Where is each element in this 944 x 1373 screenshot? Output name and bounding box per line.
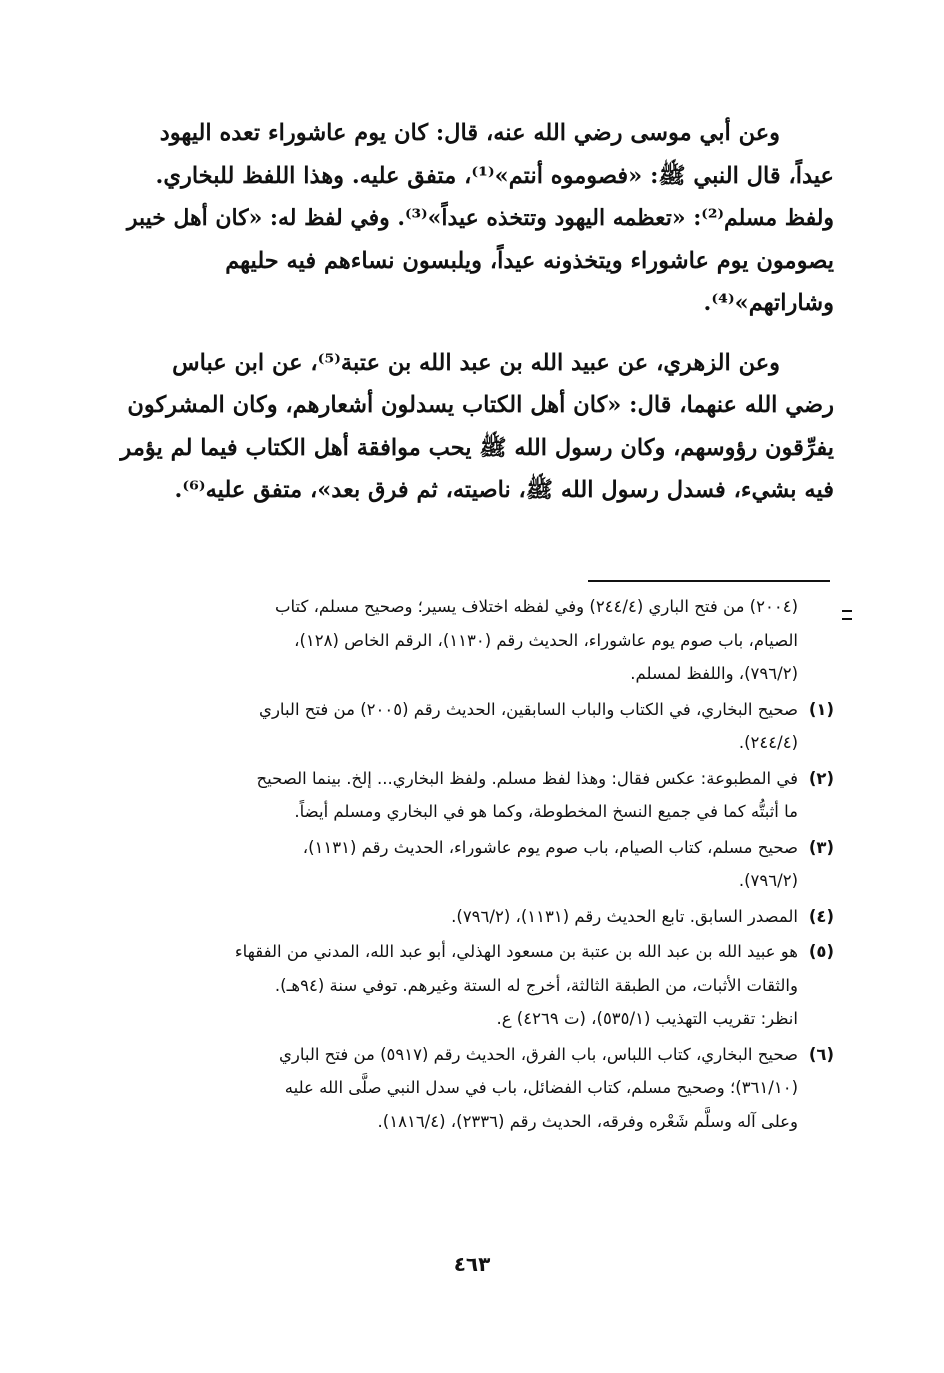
- text-line: عيداً، قال النبي ﷺ: «فصوموه أنتم»⁽¹⁾، متفق عليه. وهذا اللفظ للبخاري.: [155, 162, 834, 189]
- footnote-text: [112, 900, 798, 934]
- footnote-number: (٢): [808, 768, 834, 788]
- footnote-line: (٢٠٠٤) من فتح الباري (٢٤٤/٤) وفي لفظه اختلاف يسير؛ وصحيح مسلم، كتاب: [274, 597, 798, 616]
- footnote-line: في المطبوعة: عكس فقال: وهذا لفظ مسلم. ولفظ البخاري... إلخ. بينما الصحيح: [256, 768, 798, 788]
- footnote-line: صحيح البخاري، في الكتاب والباب السابقين، الحديث رقم (٢٠٠٥) من فتح الباري: [259, 699, 798, 719]
- footnote-line: (٣٦١/١٠)؛ وصحيح مسلم، كتاب الفضائل، باب في سدل النبي صلَّى الله عليه: [284, 1078, 798, 1097]
- text-line: وشاراتهم»⁽⁴⁾.: [703, 290, 834, 316]
- footnote-number: (٣): [808, 837, 834, 857]
- footnote-line: (٧٩٦/٢).: [738, 871, 798, 890]
- text-line: ولفظ مسلم⁽²⁾: «تعظمه اليهود وتتخذه عيداً»⁽³⁾. وفي لفظ له: «كان أهل خيبر: [126, 205, 834, 231]
- footnote-line: صحيح مسلم، كتاب الصيام، باب صوم يوم عاشوراء، الحديث رقم (١١٣١)،: [302, 837, 798, 857]
- footnote-text: [112, 935, 798, 1036]
- footnote-1: [112, 693, 834, 760]
- footnote-line: وعلى آله وسلَّم شَعْره وفرقه، الحديث رقم (٢٣٣٦)، (١٨١٦/٤).: [377, 1111, 798, 1131]
- footnote-text: [112, 590, 798, 691]
- footnote-line: الصيام، باب صوم يوم عاشوراء، الحديث رقم (١١٣٠)، الرقم الخاص (١٢٨)،: [294, 630, 798, 650]
- text-line: وعن الزهري، عن عبيد الله بن عبد الله بن عتبة⁽⁵⁾، عن ابن عباس: [172, 349, 780, 376]
- footnote-text: [112, 831, 798, 898]
- footnote-line: ما أثبتُّه كما في جميع النسخ المخطوطة، وكما هو في البخاري ومسلم أيضاً.: [294, 802, 798, 821]
- paragraph-abu-musa: [112, 112, 834, 325]
- paragraph-zuhri: [112, 342, 834, 512]
- footnotes: [112, 590, 834, 1140]
- footnote-line: والثقات الأثبات، من الطبقة الثالثة، أخرج له الستة وغيرهم. توفي سنة (٩٤هـ).: [274, 975, 798, 995]
- footnote-line: (٢٤٤/٤).: [738, 733, 798, 752]
- footnote-line: المصدر السابق. تابع الحديث رقم (١١٣١)، (٧٩٦/٢).: [451, 906, 798, 926]
- footnote-line: (٧٩٦/٢)، واللفظ لمسلم.: [630, 664, 798, 683]
- text-line: يصومون يوم عاشوراء ويتخذونه عيداً، ويلبسون نساءهم فيه حليهم: [225, 247, 834, 274]
- text-line: رضي الله عنهما، قال: «كان أهل الكتاب يسدلون أشعارهم، وكان المشركون: [127, 392, 834, 418]
- footnote-2: [112, 762, 834, 829]
- footnote-text: [112, 693, 798, 760]
- text-line: فيه بشيء، فسدل رسول الله ﷺ، ناصيته، ثم فرق بعد»، متفق عليه⁽⁶⁾.: [174, 477, 834, 503]
- text-line: وعن أبي موسى رضي الله عنه، قال: كان يوم عاشوراء تعده اليهود: [159, 120, 780, 146]
- footnote-line: هو عبيد الله بن عبد الله بن عتبة بن مسعود الهذلي، أبو عبد الله، المدني من الفقهاء: [234, 942, 798, 961]
- footnote-text: [112, 762, 798, 829]
- text-line: يفرِّقون رؤوسهم، وكان رسول الله ﷺ يحب موافقة أهل الكتاب فيما لم يؤمر: [120, 434, 834, 461]
- footnote-number: [798, 590, 834, 691]
- footnote-5: [112, 935, 834, 1036]
- continuation-mark: [842, 610, 852, 620]
- footnote-number: (١): [808, 699, 834, 719]
- footnote-separator: [588, 580, 830, 582]
- main-text: [112, 112, 834, 529]
- footnote-6: [112, 1038, 834, 1139]
- footnote-line: صحيح البخاري، كتاب اللباس، باب الفرق، الحديث رقم (٥٩١٧) من فتح الباري: [278, 1044, 798, 1064]
- footnote-3: [112, 831, 834, 898]
- footnote-number: (٦): [808, 1044, 834, 1064]
- footnote-number: (٥): [808, 942, 834, 961]
- footnote-4: [112, 900, 834, 934]
- page-number: ٤٦٣: [453, 1252, 491, 1276]
- footnote-text: [112, 1038, 798, 1139]
- footnote-continued: [112, 590, 834, 691]
- footnote-number: (٤): [808, 906, 834, 926]
- footnote-line: انظر: تقريب التهذيب (٥٣٥/١)، (ت ٤٢٦٩) ع.: [496, 1009, 798, 1028]
